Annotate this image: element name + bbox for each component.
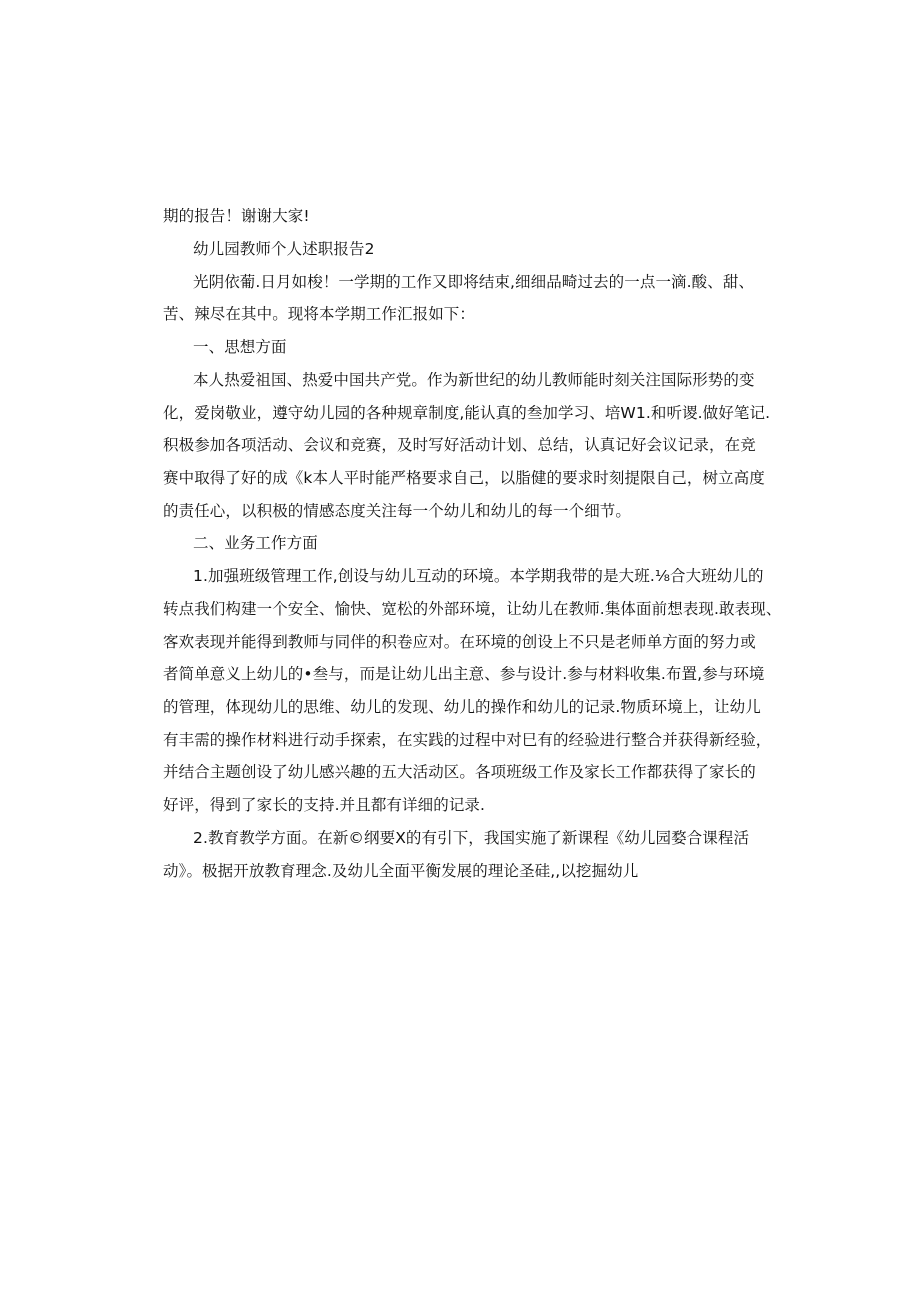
text-line: 化，爱岗敬业，遵守幼儿园的各种规章制度,能认真的叁加学习、培W1.和听谡.做好笔记.	[163, 404, 771, 422]
text-line: 者简单意义上幼儿的•叁与，而是让幼儿出主意、参与设计.参与材料收集.布置,参与环境	[163, 665, 765, 683]
text-line: 期的报告！谢谢大家!	[163, 207, 310, 225]
text-line: 1.加强班级管理工作,创设与幼儿互动的环境。本学期我带的是大班.⅛合大班幼儿的	[193, 567, 764, 585]
text-line: 并结合主题创设了幼儿感兴趣的五大活动区。各项班级工作及家长工作都获得了家长的	[163, 763, 756, 781]
text-line: 有丰需的操作材料进行动手探索，在实践的过程中对巳有的经验进行整合并获得新经验，	[163, 731, 772, 749]
text-line: 好评，得到了家长的支持.并且都有详细的记录.	[163, 796, 486, 814]
text-line: 2.教育教学方面。在新©纲要X的有引下，我国实施了新课程《幼儿园婺合课程活	[193, 829, 750, 847]
text-line: 苦、辣尽在其中。现将本学期工作汇报如下：	[163, 305, 476, 323]
text-line: 的责任心，以积极的情感态度关注每一个幼儿和幼儿的每一个细节。	[163, 502, 632, 520]
section-heading: 一、思想方面	[193, 338, 287, 356]
section-heading: 二、业务工作方面	[193, 534, 318, 552]
text-line: 积极参加各项活动、会议和竞赛，及时写好活动计划、总结，认真记好会议记录，在竞	[163, 436, 756, 454]
text-line: 客欢表现并能得到教师与同伴的积卷应对。在环境的创设上不只是老师单方面的努力或	[163, 633, 756, 651]
text-line: 赛中取得了好的成《k本人平时能严格要求自己，以脂健的要求时刻提限自己，树立高度	[163, 469, 765, 487]
section-heading: 幼儿园教师个人述职报告2	[193, 240, 375, 258]
text-line: 光阴依葡.日月如梭！一学期的工作又即将结束,细细品畸过去的一点一滴.酸、甜、	[193, 273, 755, 291]
text-line: 本人热爱祖国、热爱中国共产党。作为新世纪的幼儿教师能时刻关注国际形势的变	[193, 371, 755, 389]
text-line: 转点我们构建一个安全、愉快、宽松的外部环境，让幼儿在教师.集体面前想表现.敢表现、	[163, 600, 782, 618]
text-line: 动》。极据开放教育理念.及幼儿全面平衡发展的理论圣硅,,以挖掘幼儿	[163, 862, 639, 880]
text-line: 的管理，体现幼儿的思维、幼儿的发现、幼儿的操作和幼儿的记录.物质环境上，让幼儿	[163, 698, 761, 716]
